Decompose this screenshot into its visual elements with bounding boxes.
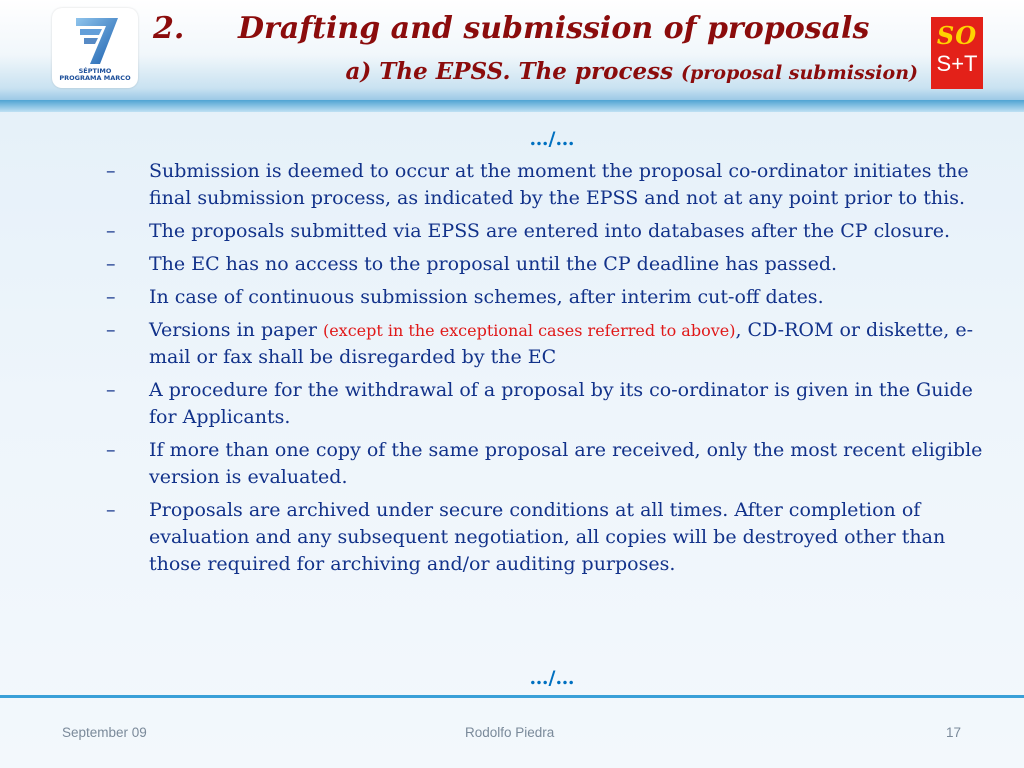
seven-logo-icon	[52, 8, 138, 68]
footer-author: Rodolfo Piedra	[465, 725, 555, 740]
bullet-text: In case of continuous submission schemes, after interim cut-off dates.	[149, 286, 824, 308]
bullet-text: If more than one copy of the same proposal are received, only the most recent eligible version is evaluated.	[149, 439, 983, 488]
slide-title: Drafting and submission of proposals	[238, 11, 870, 46]
bullet-marker: –	[106, 286, 116, 308]
bullet-text-before: Versions in paper	[149, 319, 323, 341]
list-item	[106, 377, 991, 431]
sost-logo-line1: SO	[936, 21, 978, 50]
page-number: 17	[946, 725, 962, 740]
bullet-marker: –	[106, 319, 116, 341]
slide-subtitle	[345, 58, 918, 85]
bullet-text: Submission is deemed to occur at the moment the proposal co-ordinator initiates the final submission process, as indicated by the EPSS and not at any point prior to this.	[149, 160, 969, 209]
bullet-marker: –	[106, 439, 116, 461]
bullet-text: A procedure for the withdrawal of a proposal by its co-ordinator is given in the Guide for Applicants.	[149, 379, 973, 428]
bullet-text: The proposals submitted via EPSS are entered into databases after the CP closure.	[149, 220, 951, 242]
bullet-text-after: , CD-ROM or diskette, e-mail or fax shall be disregarded by the EC	[149, 319, 974, 368]
sost-logo	[931, 17, 983, 89]
fp7-caption	[52, 68, 138, 82]
bullet-marker: –	[106, 253, 116, 275]
bullet-marker: –	[106, 499, 116, 521]
list-item	[106, 317, 991, 371]
fp7-logo	[52, 8, 138, 88]
fp7-caption-line2: PROGRAMA MARCO	[59, 74, 131, 82]
bullet-text	[149, 319, 973, 368]
exception-note: (except in the exceptional cases referred to above)	[322, 321, 736, 340]
bullet-text: Proposals are archived under secure conditions at all times. After completion of evaluation and any subsequent negotiation, all copies will be destroyed other than those required for archiving and/or auditing purposes.	[149, 499, 946, 575]
continuation-bottom: …/…	[529, 667, 575, 689]
list-item	[106, 251, 991, 278]
subtitle-main: a) The EPSS. The process	[345, 58, 674, 85]
list-item	[106, 284, 991, 311]
list-item	[106, 218, 991, 245]
bullet-text: The EC has no access to the proposal until the CP deadline has passed.	[149, 253, 838, 275]
title-number: 2.	[153, 11, 185, 46]
subtitle-small: (proposal submission)	[681, 62, 918, 84]
list-item	[106, 497, 991, 578]
fp7-caption-line1: SÉPTIMO	[78, 67, 112, 75]
footer-date: September 09	[62, 725, 147, 740]
list-item	[106, 158, 991, 212]
bullet-marker: –	[106, 160, 116, 182]
bullet-marker: –	[106, 379, 116, 401]
bullet-list	[106, 158, 991, 584]
header-divider	[0, 100, 1024, 112]
footer-divider	[0, 695, 1024, 698]
bullet-marker: –	[106, 220, 116, 242]
sost-logo-line2: S+T	[936, 51, 978, 76]
list-item	[106, 437, 991, 491]
continuation-top: …/…	[529, 128, 575, 150]
